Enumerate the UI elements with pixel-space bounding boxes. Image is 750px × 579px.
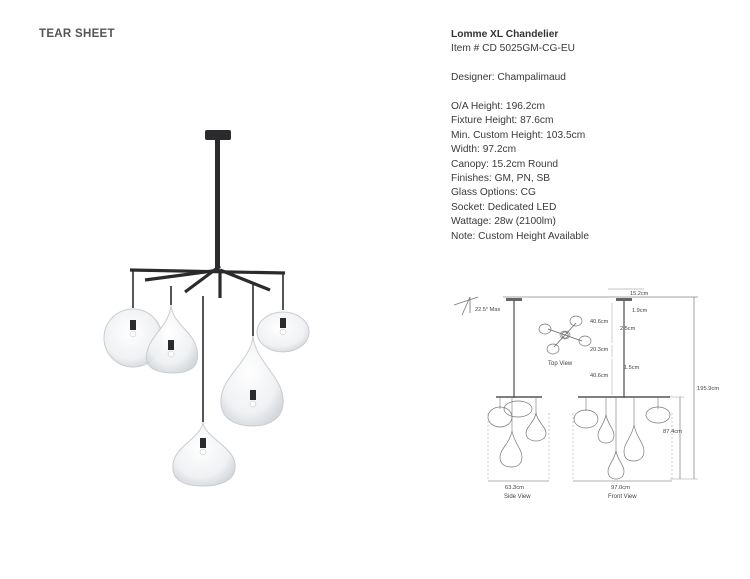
dim-stem-gap-2: 1.5cm (624, 365, 640, 371)
dim-fixture: 87.4cm (663, 429, 683, 435)
spec-width: Width: 97.2cm (451, 144, 517, 156)
spec-fixture-height: Fixture Height: 87.6cm (451, 115, 554, 127)
dim-front-width: 97.0cm (611, 485, 631, 491)
spec-glass-options: Glass Options: CG (451, 187, 536, 199)
canopy (205, 130, 231, 140)
item-number: Item # CD 5025GM-CG-EU (451, 43, 575, 55)
designer: Designer: Champalimaud (451, 72, 566, 84)
spec-min-custom-height: Min. Custom Height: 103.5cm (451, 129, 586, 141)
label-front-view: Front View (608, 494, 637, 500)
spec-canopy: Canopy: 15.2cm Round (451, 158, 559, 170)
dim-stem-gap: 2.5cm (620, 326, 636, 332)
side-view (488, 298, 549, 500)
dim-overall: 195.9cm (697, 386, 720, 392)
dim-canopy-depth: 1.9cm (632, 308, 648, 314)
spec-wattage: Wattage: 28w (2100lm) (451, 216, 556, 228)
spec-block (451, 28, 731, 244)
top-view (539, 316, 591, 367)
spec-note: Note: Custom Height Available (451, 230, 589, 242)
height-dimensions (663, 297, 719, 479)
dim-stem-1: 40.6cm (590, 319, 609, 325)
stem-dimensions (590, 289, 649, 395)
dim-stem-2: 20.3cm (590, 347, 609, 353)
technical-drawing (448, 283, 738, 508)
label-top-view: Top View (548, 361, 573, 367)
dim-angle: 22.5° Max (475, 307, 501, 313)
tear-sheet-header: TEAR SHEET (39, 28, 115, 40)
product-name: Lomme XL Chandelier (451, 29, 559, 40)
spec-socket: Socket: Dedicated LED (451, 201, 557, 213)
stem (215, 140, 220, 268)
dim-canopy: 15.2cm (630, 291, 649, 297)
product-photo (95, 120, 345, 490)
dim-stem-3: 40.6cm (590, 373, 609, 379)
glass-pendant (146, 305, 197, 373)
spec-finishes: Finishes: GM, PN, SB (451, 173, 551, 185)
label-side-view: Side View (504, 494, 531, 500)
dim-side-width: 63.3cm (505, 485, 525, 491)
angle-detail (454, 297, 500, 315)
spec-overall-height: O/A Height: 196.2cm (451, 101, 545, 112)
